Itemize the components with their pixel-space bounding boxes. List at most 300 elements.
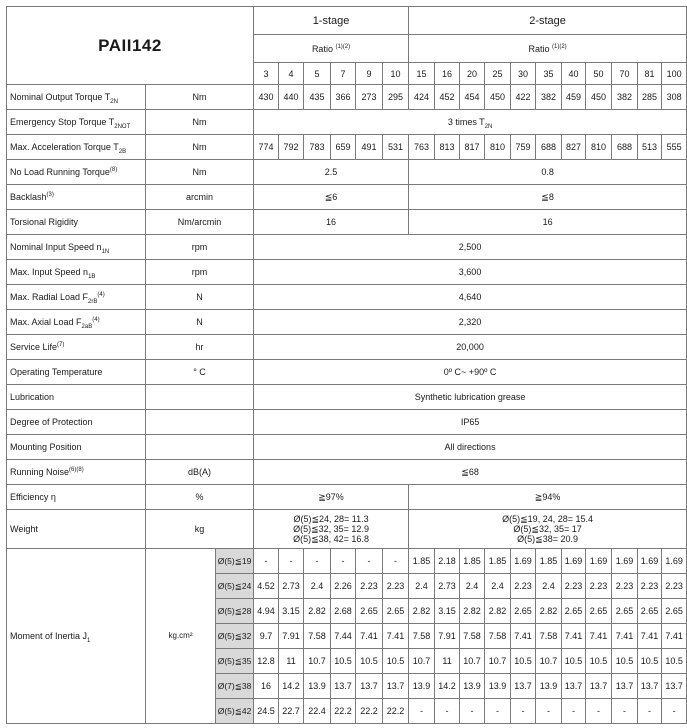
weight-line: Ø(5)≦38, 42= 16.8 (293, 534, 369, 544)
superscript: (4) (92, 317, 100, 323)
inertia-value: - (254, 549, 279, 574)
value-cell: 440 (279, 85, 304, 110)
row-unit: N (146, 310, 254, 335)
superscript: (3) (46, 192, 54, 198)
row-label-text: Lubrication (10, 392, 55, 402)
inertia-value: 16 (254, 674, 279, 699)
inertia-value: - (304, 549, 331, 574)
row-mounting (7, 435, 687, 460)
spec-table (6, 6, 687, 724)
row-label-text: Backlash (10, 192, 47, 202)
inertia-value: - (485, 699, 511, 724)
superscript: (6)(8) (69, 467, 84, 473)
ratio-cell: 7 (331, 63, 356, 85)
stage-2-value: 0.8 (409, 160, 687, 185)
ratio-cell: 81 (638, 63, 662, 85)
diameter-cell: Ø(5)≦32 (216, 624, 254, 649)
row-label (7, 110, 146, 135)
inertia-value: 2.65 (638, 599, 662, 624)
row-unit: rpm (146, 235, 254, 260)
inertia-value: 2.82 (409, 599, 435, 624)
row-torsional (7, 210, 687, 235)
inertia-value: 14.2 (435, 674, 460, 699)
inertia-value: 13.9 (536, 674, 562, 699)
weight-line: Ø(5)≦19, 24, 28= 15.4 (502, 514, 593, 524)
spec-sheet (6, 6, 687, 724)
value-cell: 435 (304, 85, 331, 110)
row-unit: Nm/arcmin (146, 210, 254, 235)
inertia-value: 7.44 (331, 624, 356, 649)
value-cell: 555 (662, 135, 687, 160)
inertia-value: 10.5 (586, 649, 612, 674)
ratio-cell: 20 (460, 63, 485, 85)
row-label (7, 510, 146, 549)
inertia-value: - (356, 549, 383, 574)
row-unit: % (146, 485, 254, 510)
diameter-cell: Ø(5)≦19 (216, 549, 254, 574)
row-efficiency (7, 485, 687, 510)
inertia-value: - (331, 549, 356, 574)
ratio-cell: 3 (254, 63, 279, 85)
row-unit: arcmin (146, 185, 254, 210)
weight-line: Ø(5)≦38= 20.9 (517, 534, 578, 544)
row-label (7, 135, 146, 160)
shared-value: ≦68 (254, 460, 687, 485)
inertia-value: 2.65 (586, 599, 612, 624)
inertia-value: 7.41 (662, 624, 687, 649)
row-label (7, 385, 146, 410)
row-label (7, 335, 146, 360)
inertia-value: 1.69 (586, 549, 612, 574)
stage-2-header: 2-stage (409, 7, 687, 35)
row-label (7, 310, 146, 335)
inertia-value: 10.5 (638, 649, 662, 674)
row-unit: rpm (146, 260, 254, 285)
row-unit: hr (146, 335, 254, 360)
value-cell: 450 (485, 85, 511, 110)
inertia-value: - (562, 699, 586, 724)
value-cell: 452 (435, 85, 460, 110)
inertia-value: 2.82 (536, 599, 562, 624)
row-label (7, 260, 146, 285)
value-cell: 308 (662, 85, 687, 110)
inertia-value: 2.23 (562, 574, 586, 599)
inertia-value: 22.4 (304, 699, 331, 724)
inertia-value: 13.7 (331, 674, 356, 699)
diameter-cell: Ø(5)≦35 (216, 649, 254, 674)
value-cell: 285 (638, 85, 662, 110)
inertia-value: 22.2 (331, 699, 356, 724)
shared-value: IP65 (254, 410, 687, 435)
inertia-value: 1.85 (460, 549, 485, 574)
inertia-value: 13.7 (586, 674, 612, 699)
value-cell: 454 (460, 85, 485, 110)
row-radial (7, 285, 687, 310)
inertia-value: 3.15 (279, 599, 304, 624)
inertia-value: 2.82 (304, 599, 331, 624)
inertia-value: 22.2 (356, 699, 383, 724)
inertia-value: 2.23 (638, 574, 662, 599)
inertia-value: 24.5 (254, 699, 279, 724)
value-cell: 688 (536, 135, 562, 160)
inertia-value: 13.7 (383, 674, 409, 699)
inertia-value: 13.7 (511, 674, 536, 699)
inertia-value: 22.2 (383, 699, 409, 724)
inertia-value: 7.41 (356, 624, 383, 649)
ratio-cell: 5 (304, 63, 331, 85)
weight-line: Ø(5)≦32, 35= 17 (513, 524, 582, 534)
stage-2-value: ≧94% (409, 485, 687, 510)
ratio-cell: 25 (485, 63, 511, 85)
row-max_accel (7, 135, 687, 160)
inertia-value: 2.18 (435, 549, 460, 574)
ratio-cell: 35 (536, 63, 562, 85)
row-unit (146, 385, 254, 410)
stage-2-weight (409, 510, 687, 549)
row-label-text: Nominal Input Speed n (10, 242, 102, 252)
inertia-value: 2.73 (435, 574, 460, 599)
inertia-value: 2.82 (485, 599, 511, 624)
inertia-value: 1.69 (662, 549, 687, 574)
value-cell: 531 (383, 135, 409, 160)
stage-1-value: 2.5 (254, 160, 409, 185)
ratio-cell: 70 (612, 63, 638, 85)
subscript: 1N (101, 248, 110, 255)
row-label-text: Nominal Output Torque T (10, 92, 111, 102)
inertia-value: 7.41 (383, 624, 409, 649)
value-cell: 813 (435, 135, 460, 160)
stage-1-value: 16 (254, 210, 409, 235)
value-cell: 759 (511, 135, 536, 160)
value-cell: 817 (460, 135, 485, 160)
inertia-value: 10.5 (662, 649, 687, 674)
inertia-value: 7.41 (612, 624, 638, 649)
row-unit: Nm (146, 135, 254, 160)
ratio-note: (1)(2) (552, 43, 567, 50)
stage-2-value: 16 (409, 210, 687, 235)
inertia-value: 7.91 (435, 624, 460, 649)
value-cell: 763 (409, 135, 435, 160)
value-cell: 783 (304, 135, 331, 160)
value-cell: 459 (562, 85, 586, 110)
inertia-value: 13.7 (562, 674, 586, 699)
row-label-text: Efficiency η (10, 492, 56, 502)
row-unit: ° C (146, 360, 254, 385)
value-cell: 422 (511, 85, 536, 110)
inertia-value: 7.58 (485, 624, 511, 649)
diameter-cell: Ø(5)≦42 (216, 699, 254, 724)
row-unit: kg (146, 510, 254, 549)
inertia-value: 7.41 (511, 624, 536, 649)
row-label (7, 360, 146, 385)
ratio-cell: 50 (586, 63, 612, 85)
row-label-text: Max. Axial Load F (10, 317, 82, 327)
inertia-value: 2.4 (536, 574, 562, 599)
diameter-cell: Ø(5)≦24 (216, 574, 254, 599)
inertia-value: 9.7 (254, 624, 279, 649)
value-cell: 810 (485, 135, 511, 160)
row-unit: dB(A) (146, 460, 254, 485)
inertia-value: - (586, 699, 612, 724)
inertia-value: 1.85 (485, 549, 511, 574)
row-backlash (7, 185, 687, 210)
row-label-text: Emergency Stop Torque T (10, 117, 115, 127)
subscript: 2N (110, 98, 118, 105)
diameter-cell: Ø(7)≦38 (216, 674, 254, 699)
inertia-value: 1.69 (562, 549, 586, 574)
inertia-value: 1.85 (409, 549, 435, 574)
inertia-value: 2.23 (662, 574, 687, 599)
inertia-value: 13.9 (409, 674, 435, 699)
stage-1-header: 1-stage (254, 7, 409, 35)
subscript: 2B (118, 148, 127, 155)
inertia-value: 10.7 (536, 649, 562, 674)
inertia-value: - (612, 699, 638, 724)
inertia-value: - (662, 699, 687, 724)
subscript: 2NOT (114, 123, 131, 130)
row-no_load (7, 160, 687, 185)
inertia-value: 7.41 (638, 624, 662, 649)
inertia-value: 2.4 (485, 574, 511, 599)
inertia-value: 7.41 (586, 624, 612, 649)
inertia-value: 2.65 (356, 599, 383, 624)
inertia-value: 2.23 (511, 574, 536, 599)
stage-2-value: ≦8 (409, 185, 687, 210)
row-label-text: Moment of Inertia J (10, 631, 88, 641)
inertia-value: 22.7 (279, 699, 304, 724)
inertia-value: 10.5 (612, 649, 638, 674)
value-cell: 513 (638, 135, 662, 160)
subscript: 2rB (88, 298, 98, 305)
inertia-value: 2.26 (331, 574, 356, 599)
inertia-value: 13.9 (485, 674, 511, 699)
inertia-value: - (409, 699, 435, 724)
inertia-value: 10.7 (409, 649, 435, 674)
shared-value (254, 110, 687, 135)
inertia-value: 10.5 (356, 649, 383, 674)
ratio-header-1 (254, 35, 409, 63)
model-title: PAII142 (7, 7, 254, 85)
superscript: (4) (97, 292, 105, 298)
row-label-text: Torsional Rigidity (10, 217, 79, 227)
inertia-value: - (536, 699, 562, 724)
inertia-value: 13.7 (638, 674, 662, 699)
inertia-value: 10.5 (511, 649, 536, 674)
shared-value: 20,000 (254, 335, 687, 360)
inertia-value: 2.23 (383, 574, 409, 599)
inertia-value: 2.23 (356, 574, 383, 599)
row-label-text: Max. Input Speed n (10, 267, 89, 277)
row-label-text: Max. Radial Load F (10, 292, 89, 302)
row-label-text: Max. Acceleration Torque T (10, 142, 119, 152)
inertia-value: 2.82 (460, 599, 485, 624)
value-cell: 491 (356, 135, 383, 160)
inertia-value: - (435, 699, 460, 724)
value-text: 3 times T (447, 117, 485, 127)
inertia-value: 2.73 (279, 574, 304, 599)
ratio-note: (1)(2) (335, 43, 351, 50)
subscript: 1 (87, 637, 91, 644)
inertia-value: 13.7 (612, 674, 638, 699)
row-label (7, 435, 146, 460)
row-unit: Nm (146, 160, 254, 185)
inertia-value: 1.69 (511, 549, 536, 574)
inertia-value: 10.7 (485, 649, 511, 674)
shared-value: Synthetic lubrication grease (254, 385, 687, 410)
inertia-value: 2.4 (304, 574, 331, 599)
row-nominal_output (7, 85, 687, 110)
row-label-text: No Load Running Torque (10, 167, 110, 177)
subscript: 1B (88, 273, 96, 280)
row-label (7, 549, 146, 724)
inertia-value: 3.15 (435, 599, 460, 624)
row-label (7, 85, 146, 110)
row-label (7, 235, 146, 260)
inertia-value: 2.65 (662, 599, 687, 624)
ratio-cell: 16 (435, 63, 460, 85)
row-label-text: Running Noise (10, 467, 70, 477)
row-lubrication (7, 385, 687, 410)
inertia-value: 2.23 (586, 574, 612, 599)
shared-value: 2,500 (254, 235, 687, 260)
stage-1-weight (254, 510, 409, 549)
inertia-value: - (638, 699, 662, 724)
inertia-value: 2.68 (331, 599, 356, 624)
row-unit: Nm (146, 110, 254, 135)
row-nominal_input (7, 235, 687, 260)
row-unit (146, 410, 254, 435)
inertia-value: 13.7 (356, 674, 383, 699)
diameter-cell: Ø(5)≦28 (216, 599, 254, 624)
inertia-value: 2.65 (511, 599, 536, 624)
value-cell: 366 (331, 85, 356, 110)
shared-value: 3,600 (254, 260, 687, 285)
inertia-value: 13.9 (460, 674, 485, 699)
weight-line: Ø(5)≦24, 28= 11.3 (293, 514, 369, 524)
row-axial (7, 310, 687, 335)
inertia-value: 14.2 (279, 674, 304, 699)
inertia-value: 10.7 (460, 649, 485, 674)
inertia-value: 2.23 (612, 574, 638, 599)
shared-value: 4,640 (254, 285, 687, 310)
row-label (7, 210, 146, 235)
value-cell: 273 (356, 85, 383, 110)
ratio-label: Ratio (311, 43, 333, 54)
row-label-text: Degree of Protection (10, 417, 93, 427)
inertia-value: 10.5 (331, 649, 356, 674)
weight-line: Ø(5)≦32, 35= 12.9 (293, 524, 369, 534)
ratio-label: Ratio (528, 43, 550, 54)
value-cell: 810 (586, 135, 612, 160)
value-cell: 450 (586, 85, 612, 110)
value-cell: 688 (612, 135, 638, 160)
inertia-value: 2.65 (612, 599, 638, 624)
inertia-value: 7.58 (460, 624, 485, 649)
inertia-value: 1.85 (536, 549, 562, 574)
ratio-cell: 10 (383, 63, 409, 85)
row-unit (146, 435, 254, 460)
inertia-value: 11 (279, 649, 304, 674)
inertia-value: 7.58 (536, 624, 562, 649)
row-label-text: Weight (10, 524, 38, 534)
inertia-value: 1.69 (612, 549, 638, 574)
inertia-value: 7.41 (562, 624, 586, 649)
ratio-cell: 4 (279, 63, 304, 85)
ratio-cell: 30 (511, 63, 536, 85)
inertia-value: 2.65 (383, 599, 409, 624)
shared-value: 0º C~ +90º C (254, 360, 687, 385)
shared-value: 2,320 (254, 310, 687, 335)
inertia-value: 7.58 (409, 624, 435, 649)
stage-1-value: ≧97% (254, 485, 409, 510)
inertia-value: 4.94 (254, 599, 279, 624)
row-label-text: Operating Temperature (10, 367, 103, 377)
stage-1-value: ≦6 (254, 185, 409, 210)
superscript: (7) (57, 342, 65, 348)
subscript: 2N (484, 123, 493, 130)
row-service (7, 335, 687, 360)
inertia-value: - (383, 549, 409, 574)
inertia-value: 2.4 (409, 574, 435, 599)
row-label-text: Service Life (10, 342, 58, 352)
value-cell: 827 (562, 135, 586, 160)
value-cell: 424 (409, 85, 435, 110)
value-cell: 430 (254, 85, 279, 110)
value-cell: 774 (254, 135, 279, 160)
row-unit: Nm (146, 85, 254, 110)
row-protection (7, 410, 687, 435)
inertia-value: 10.5 (562, 649, 586, 674)
row-label-text: Mounting Position (10, 442, 82, 452)
inertia-value: 10.7 (304, 649, 331, 674)
row-unit: kg.cm² (146, 549, 216, 724)
row-emergency_stop (7, 110, 687, 135)
value-cell: 792 (279, 135, 304, 160)
row-label (7, 285, 146, 310)
row-inertia (7, 549, 687, 574)
inertia-value: - (460, 699, 485, 724)
shared-value: All directions (254, 435, 687, 460)
value-cell: 295 (383, 85, 409, 110)
value-cell: 382 (536, 85, 562, 110)
inertia-value: 1.69 (638, 549, 662, 574)
inertia-value: 12.8 (254, 649, 279, 674)
ratio-cell: 100 (662, 63, 687, 85)
row-unit: N (146, 285, 254, 310)
inertia-value: 2.65 (562, 599, 586, 624)
inertia-value: 13.9 (304, 674, 331, 699)
row-label (7, 160, 146, 185)
superscript: (8) (109, 167, 118, 173)
row-operating (7, 360, 687, 385)
value-cell: 659 (331, 135, 356, 160)
row-label (7, 485, 146, 510)
ratio-cell: 9 (356, 63, 383, 85)
ratio-header-2 (409, 35, 687, 63)
row-label (7, 460, 146, 485)
inertia-value: 11 (435, 649, 460, 674)
inertia-value: - (511, 699, 536, 724)
ratio-cell: 15 (409, 63, 435, 85)
ratio-cell: 40 (562, 63, 586, 85)
subscript: 2aB (81, 323, 93, 330)
value-cell: 382 (612, 85, 638, 110)
row-label (7, 185, 146, 210)
row-max_input (7, 260, 687, 285)
inertia-value: 4.52 (254, 574, 279, 599)
inertia-value: 7.91 (279, 624, 304, 649)
inertia-value: 13.7 (662, 674, 687, 699)
